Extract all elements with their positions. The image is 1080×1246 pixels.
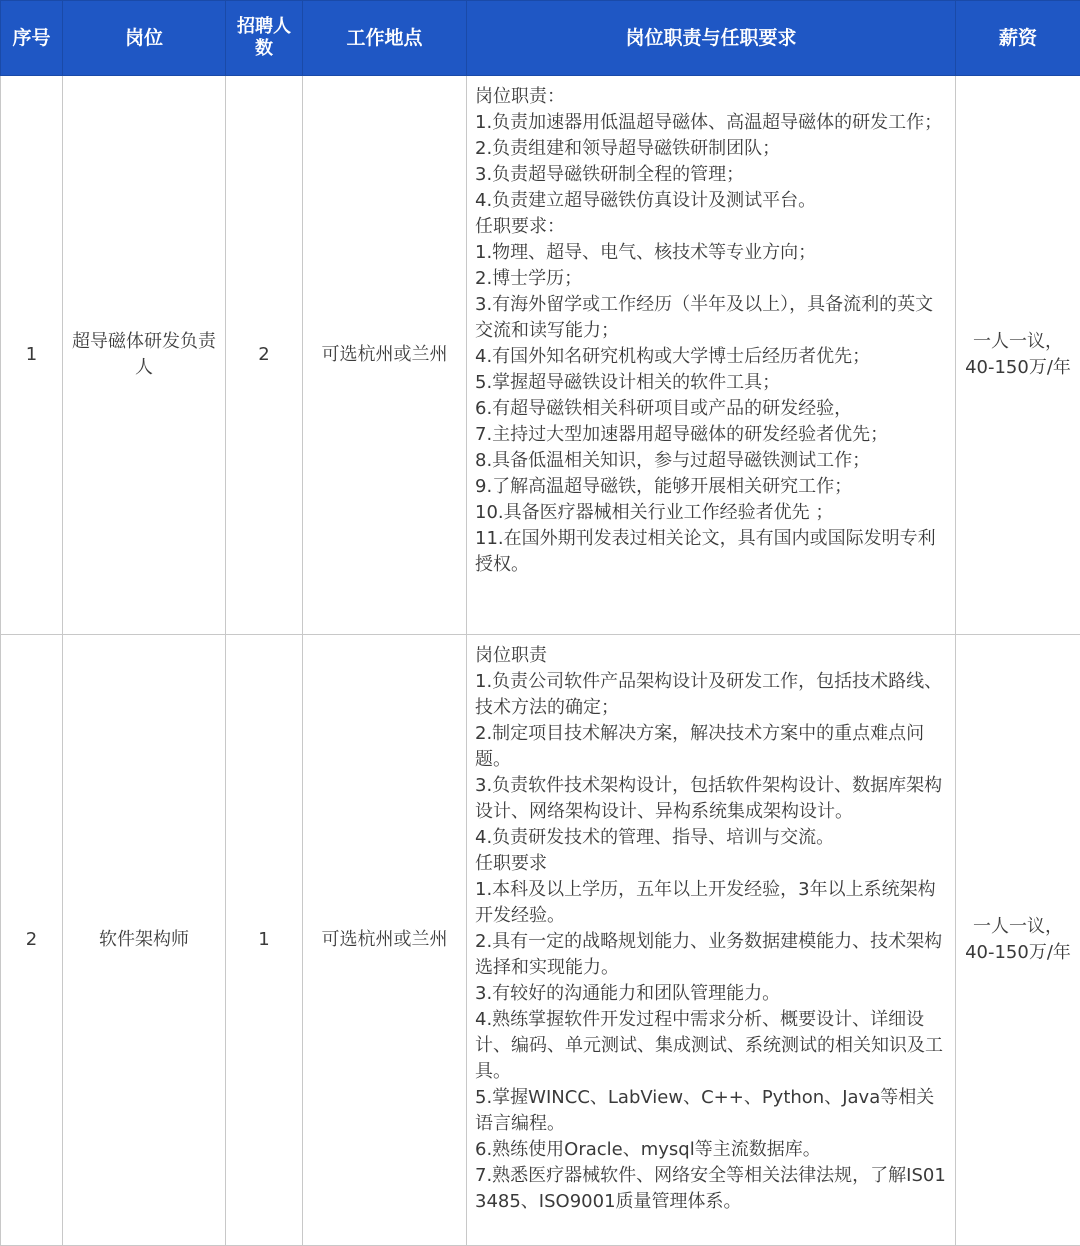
header-position: 岗位	[63, 1, 226, 76]
row-salary: 一人一议，40-150万/年	[956, 76, 1080, 635]
row-headcount: 2	[226, 76, 303, 635]
row-location: 可选杭州或兰州	[303, 76, 467, 635]
duty-line: 10.具备医疗器械相关行业工作经验者优先 ；	[475, 500, 947, 526]
duty-line: 4.负责建立超导磁铁仿真设计及测试平台。	[475, 188, 947, 214]
duty-line: 2.博士学历；	[475, 266, 947, 292]
duty-line: 7.熟悉医疗器械软件、网络安全等相关法律法规，了解IS013485、ISO9001质量管理体系。	[475, 1163, 947, 1215]
row-position: 软件架构师	[63, 635, 226, 1246]
duty-line: 8.具备低温相关知识，参与过超导磁铁测试工作；	[475, 448, 947, 474]
duty-line: 1.负责加速器用低温超导磁体、高温超导磁体的研发工作；	[475, 110, 947, 136]
duty-line: 1.负责公司软件产品架构设计及研发工作，包括技术路线、技术方法的确定；	[475, 669, 947, 721]
duty-line: 岗位职责：	[475, 84, 947, 110]
duty-line: 4.熟练掌握软件开发过程中需求分析、概要设计、详细设计、编码、单元测试、集成测试、系统测试的相关知识及工具。	[475, 1007, 947, 1085]
header-headcount: 招聘人数	[226, 1, 303, 76]
duty-line: 5.掌握WINCC、LabView、C++、Python、Java等相关语言编程。	[475, 1085, 947, 1137]
duty-line: 4.有国外知名研究机构或大学博士后经历者优先；	[475, 344, 947, 370]
row-headcount: 1	[226, 635, 303, 1246]
row-duties	[467, 76, 956, 635]
duty-line: 6.熟练使用Oracle、mysql等主流数据库。	[475, 1137, 947, 1163]
row-no: 2	[1, 635, 63, 1246]
row-duties	[467, 635, 956, 1246]
duty-line: 2.具有一定的战略规划能力、业务数据建模能力、技术架构选择和实现能力。	[475, 929, 947, 981]
row-salary: 一人一议，40-150万/年	[956, 635, 1080, 1246]
table-row	[1, 635, 1080, 1246]
duty-line: 1.本科及以上学历，五年以上开发经验，3年以上系统架构开发经验。	[475, 877, 947, 929]
duty-line: 4.负责研发技术的管理、指导、培训与交流。	[475, 825, 947, 851]
header-row	[1, 1, 1080, 76]
duty-line: 2.制定项目技术解决方案，解决技术方案中的重点难点问题。	[475, 721, 947, 773]
duty-line: 岗位职责	[475, 643, 947, 669]
duty-line: 3.负责超导磁铁研制全程的管理；	[475, 162, 947, 188]
header-salary: 薪资	[956, 1, 1080, 76]
header-duties: 岗位职责与任职要求	[467, 1, 956, 76]
duty-line: 9.了解高温超导磁铁，能够开展相关研究工作；	[475, 474, 947, 500]
duty-line: 3.有海外留学或工作经历（半年及以上），具备流利的英文交流和读写能力；	[475, 292, 947, 344]
duty-line: 5.掌握超导磁铁设计相关的软件工具；	[475, 370, 947, 396]
row-position: 超导磁体研发负责人	[63, 76, 226, 635]
header-location: 工作地点	[303, 1, 467, 76]
header-no: 序号	[1, 1, 63, 76]
duty-line: 任职要求：	[475, 214, 947, 240]
duty-line: 3.有较好的沟通能力和团队管理能力。	[475, 981, 947, 1007]
duty-line: 6.有超导磁铁相关科研项目或产品的研发经验，	[475, 396, 947, 422]
duty-line: 3.负责软件技术架构设计，包括软件架构设计、数据库架构设计、网络架构设计、异构系统集成架构设计。	[475, 773, 947, 825]
row-no: 1	[1, 76, 63, 635]
duty-line: 2.负责组建和领导超导磁铁研制团队；	[475, 136, 947, 162]
row-location: 可选杭州或兰州	[303, 635, 467, 1246]
duty-line: 7.主持过大型加速器用超导磁体的研发经验者优先；	[475, 422, 947, 448]
duty-line: 任职要求	[475, 851, 947, 877]
duty-line: 1.物理、超导、电气、核技术等专业方向；	[475, 240, 947, 266]
table-row	[1, 76, 1080, 635]
duty-line: 11.在国外期刊发表过相关论文，具有国内或国际发明专利授权。	[475, 526, 947, 578]
